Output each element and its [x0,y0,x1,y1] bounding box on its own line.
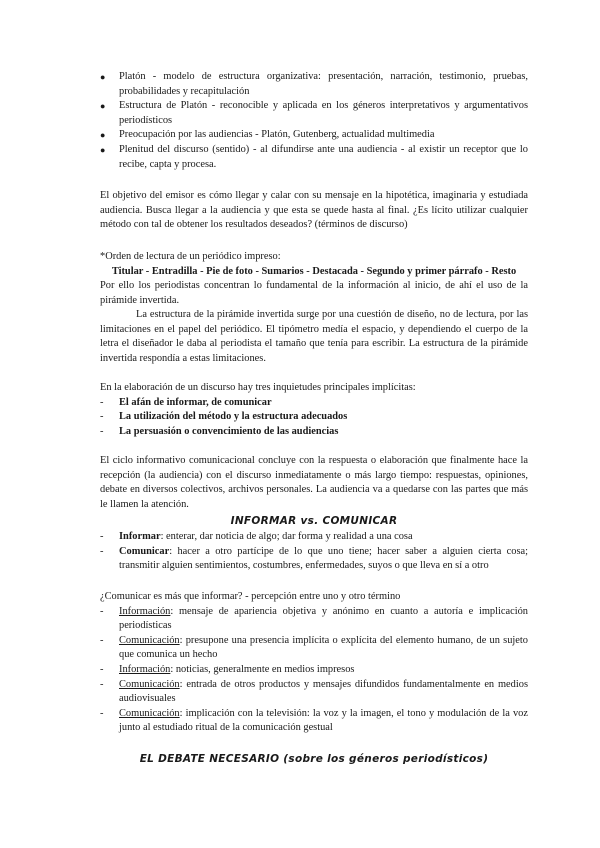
list-item: - El afán de informar, de comunicar [100,396,528,411]
bullet-icon: ● [100,144,106,155]
dash-icon: - [100,634,104,646]
dash-icon: - [100,411,104,423]
list-item: - Comunicar: hacer a otro partícipe de lo que uno tiene; hacer saber a alguien cierta cosa; transmitir alguien sentimientos, costumbres, enfermedades, suyos o que lleva en sí a otro [100,545,528,572]
inquietudes-intro: En la elaboración de un discurso hay tres inquietudes principales implícitas: [100,382,416,393]
list-item: ● Plenitud del discurso (sentido) - al difundirse ante una audiencia - al existir un receptor que lo recibe, capta y procesa. [100,143,528,170]
list-item: - Información: noticias, generalmente en medios impresos [100,663,528,678]
dash-icon: - [100,707,104,719]
dash-icon: - [100,663,104,675]
informar-vs-comunicar-heading: INFORMAR vs. COMUNICAR [230,515,398,527]
objetivo-paragraph: El objetivo del emisor es cómo llegar y calar con su mensaje en la hipotética, imaginaria y estudiada audiencia. Busca llegar a la audiencia y que esta se quede hasta al final. ¿Es lícito utilizar cualquier método con tal de obtener los resultados deseados? (términos de discurso) [100,190,528,231]
dash-icon: - [100,425,104,437]
estructura-paragraph: La estructura de la pirámide invertida surge por una cuestión de diseño, no de lectura, por las limitaciones en el papel del periódico. El tipómetro medía el espacio, y dependiendo el cuerpo de la letra el diseñador le daba al periodista el tamaño que tenía para escribir. La estructura de la pirámide invertida respondía a estas limitaciones. [100,309,528,364]
comparacion-question: ¿Comunicar es más que informar? - percepción entre uno y otro término [100,591,401,602]
orden-sequence: Titular - Entradilla - Pie de foto - Sumarios - Destacada - Segundo y primer párrafo - Resto [111,265,517,277]
list-item: - Información: mensaje de apariencia objetiva y anónimo en cuanto a autoría e implicación periodísticas [100,605,528,632]
inquietudes-section [100,381,528,439]
dash-icon: - [100,605,104,617]
dash-icon: - [100,678,104,690]
comparacion-section [100,590,528,736]
list-item: ● Preocupación por las audiencias - Platón, Gutenberg, actualidad multimedia [100,128,528,143]
debate-necesario-heading: EL DEBATE NECESARIO (sobre los géneros periodísticos) [139,753,489,765]
list-item: - Comunicación: entrada de otros productos y mensajes difundidos fundamentalmente en medios audiovisuales [100,678,528,705]
dash-icon: - [100,531,104,542]
orden-after-text: Por ello los periodistas concentran lo fundamental de la información al inicio, de ahí el uso de la pirámide invertida. [100,280,528,306]
list-item: - La persuasión o convencimiento de las audiencias [100,425,528,440]
bullet-icon: ● [100,130,106,141]
list-item: - Informar: enterar, dar noticia de algo; dar forma y realidad a una cosa [100,530,528,545]
platon-bullet-list [100,70,528,172]
list-item: - Comunicación: implicación con la televisión: la voz y la imagen, el tono y modulación de la voz junto al estudiado ritual de la comunicación gestual [100,707,528,734]
bullet-icon: ● [100,72,106,82]
list-item: - La utilización del método y la estructura adecuados [100,410,528,425]
list-item: - Comunicación: presupone una presencia implícita o explícita del elemento humano, de un sujeto que comunica un hecho [100,634,528,661]
bullet-icon: ● [100,101,106,112]
dash-icon: - [100,396,104,408]
orden-heading: *Orden de lectura de un periódico impreso: [100,251,281,262]
definiciones-list [100,530,528,574]
list-item: ● Platón - modelo de estructura organizativa: presentación, narración, testimonio, pruebas, probabilidades y recapitulación [100,71,528,97]
ciclo-paragraph: El ciclo informativo comunicacional concluye con la respuesta o elaboración que finalmente hace la recepción (la audiencia) con el discurso inmediatamente o más largo tiempo: respuestas, opiniones, debate en diversos colectivos, archivos personales. La audiencia va a quedarse con las partes que más le llamen la atención. [100,455,528,510]
orden-lectura-section [100,250,528,308]
list-item: ● Estructura de Platón - reconocible y aplicada en los géneros interpretativos y argumentativos periodísticos [100,100,528,126]
dash-icon: - [100,545,104,557]
